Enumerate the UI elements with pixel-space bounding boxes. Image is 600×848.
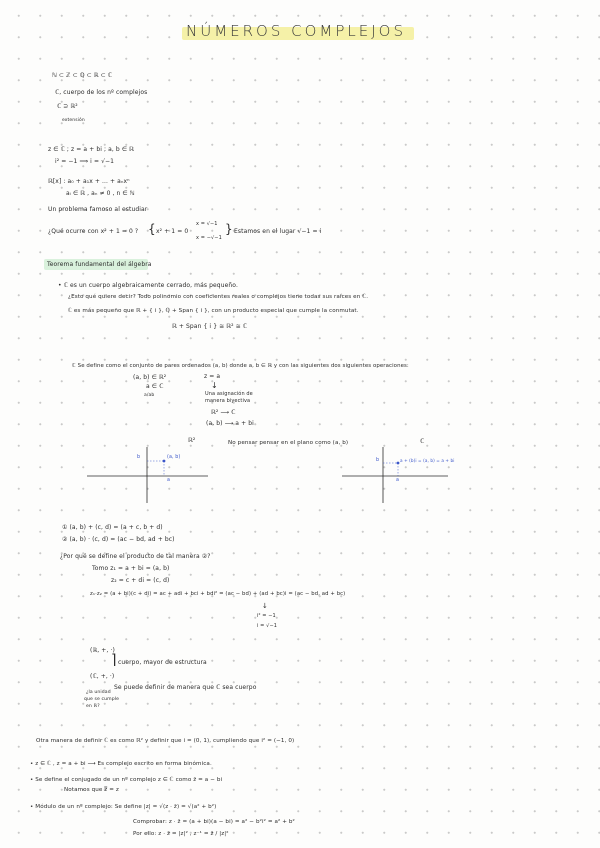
theorem-line-4: ℝ + Span { i } ≅ ℝ² ≅ ℂ xyxy=(172,323,248,330)
i-root-note: i = √−1 xyxy=(257,623,278,629)
imaginary-unit-definition: i² = −1 ⟹ i = √−1 xyxy=(55,158,115,165)
conjugate-property: Notamos que z̿ = z xyxy=(64,787,119,793)
structure-bracket: ⌉ xyxy=(111,652,117,668)
theorem-line-1: • ℂ es un cuerpo algebraicamente cerrado, más pequeño. xyxy=(58,282,238,289)
unit-question-2: que se cumple xyxy=(84,697,120,702)
complex-structure: (ℂ, +, ·) xyxy=(90,673,115,680)
derivation-arrow: ↓ xyxy=(262,602,268,610)
c-plane-label: ℂ xyxy=(420,438,425,445)
down-arrow: ↓ xyxy=(211,381,218,390)
identification: z = a xyxy=(204,373,221,380)
c-point xyxy=(397,462,400,465)
r2-plane-label: ℝ² xyxy=(188,437,196,444)
complex-field-note: ℂ, cuerpo de los nº complejos xyxy=(55,89,148,96)
binomial-form: • z ∈ ℂ , z = a + bi ⟶ Es complejo escrito en forma binómica. xyxy=(30,761,212,767)
take-z1: Tomo z₁ = a + bi = (a, b) xyxy=(92,565,170,572)
r2-plane-graph xyxy=(85,445,210,505)
polynomial-ring: ℝ[x] : a₀ + a₁x + ... + aₙxⁿ xyxy=(48,178,130,185)
c-plane-graph xyxy=(340,445,450,505)
unit-question-3: en ℝ? xyxy=(86,704,100,709)
sum-operation: ① (a, b) + (c, d) = (a + c, b + d) xyxy=(62,524,163,531)
extension-note: extensión xyxy=(62,118,85,123)
problem-intro: Un problema famoso al estudiar xyxy=(48,206,148,213)
brace-right: } xyxy=(225,222,233,236)
product-operation: ② (a, b) · (c, d) = (ac − bd, ad + bc) xyxy=(62,536,175,543)
assignment-note-2: manera biyectiva xyxy=(205,398,251,404)
assignment-note-1: Una asignación de xyxy=(205,391,253,397)
modulus-check: Comprobar: z · z̄ = (a + bi)(a − bi) = a² − b²i² = a² + b² xyxy=(133,819,295,825)
title-block xyxy=(182,22,414,42)
alternative-definition: Otra manera de definir ℂ es como ℝ² y definir que i = (0, 1), cumpliendo que i² = (−1, 0) xyxy=(36,738,295,744)
pairs-definition: ℂ Se define como el conjunto de pares ordenados (a, b) donde a, b ∈ ℝ y con las siguientes dos siguientes operaciones: xyxy=(72,363,409,369)
complex-subset: ℂ ⊇ ℝ² xyxy=(57,103,78,110)
equation-branch: x² + 1 = 0 xyxy=(156,228,189,235)
page-title: NÚMEROS COMPLEJOS xyxy=(186,22,406,40)
theorem-line-3: ℂ es más pequeño que ℝ + { i }, ℚ + Span { i }, con un producto especial que cumple la conmutat. xyxy=(68,308,359,314)
c-a-label: a xyxy=(396,478,400,483)
c-point-label: a + (b)i = (a, b) = a + bi xyxy=(400,458,455,463)
real-structure: (ℝ, +, ·) xyxy=(90,647,115,654)
conjugate-definition: • Se define el conjugado de un nº complejo z ∈ ℂ como z̄ = a − bi xyxy=(30,777,223,783)
c-b-label: b xyxy=(376,458,380,463)
r2-b-label: b xyxy=(137,455,141,460)
r2-point xyxy=(163,460,166,463)
unit-question-1: ¿la unidad xyxy=(86,690,111,695)
product-question: ¿Por qué se define el producto de tal manera ②? xyxy=(60,553,211,560)
product-derivation: z₁·z₂ = (a + bi)(c + di) = ac + adi + bci + bdi² = (ac − bd) + (ad + bc)i = (ac − bd, ad + bc) xyxy=(90,591,346,597)
root-positive: x = √−1 xyxy=(196,221,218,227)
pair-note: a/ab xyxy=(144,393,155,398)
pair-in-r2: (a, b) ∈ ℝ² xyxy=(133,374,167,381)
complex-field-claim: Se puede definir de manera que ℂ sea cuerpo xyxy=(114,684,257,691)
complex-definition: z ∈ ℂ ; z = a + bi ; a, b ∈ ℝ xyxy=(48,146,135,153)
section-heading: Teorema fundamental del álgebra xyxy=(47,261,152,268)
pair-in-c: a ∈ ℂ xyxy=(146,383,164,390)
bijection-rule: (a, b) ⟶ a + bi xyxy=(206,420,254,427)
root-negative: x = −√−1 xyxy=(196,235,222,241)
i-squared-note: i² = −1 xyxy=(257,613,276,619)
take-z2: z₂ = c + di = (c, d) xyxy=(111,577,170,584)
r2-point-label: (a, b) xyxy=(167,455,181,460)
theorem-line-2: ¿Esto qué quiere decir? Todo polinomio con coeficientes reales o complejos tiene todas sus raíces en ℂ. xyxy=(68,294,369,300)
problem-result: Estamos en el lugar √−1 = i xyxy=(234,228,322,235)
brace-left: { xyxy=(148,222,156,236)
modulus-definition: • Módulo de un nº complejo: Se define |z| = √(z · z̄) = √(a² + b²) xyxy=(30,804,217,810)
structure-note: cuerpo, mayor de estructura xyxy=(118,659,207,666)
r2-a-label: a xyxy=(167,478,171,483)
polynomial-conditions: aᵢ ∈ ℝ , aₙ ≠ 0 , n ∈ ℕ xyxy=(66,190,135,197)
bijection-map: ℝ² ⟶ ℂ xyxy=(211,409,236,416)
modulus-inverse: Por ello: z · z̄ = |z|² , z⁻¹ = z̄ / |z|² xyxy=(133,831,229,837)
number-inclusion: ℕ ⊂ ℤ ⊂ ℚ ⊂ ℝ ⊂ ℂ xyxy=(52,72,113,79)
problem-question: ¿Qué ocurre con x² + 1 = 0 ? xyxy=(48,228,139,235)
plane-comparison-note: No pensar pensar en el plano como (a, b) xyxy=(228,440,349,446)
